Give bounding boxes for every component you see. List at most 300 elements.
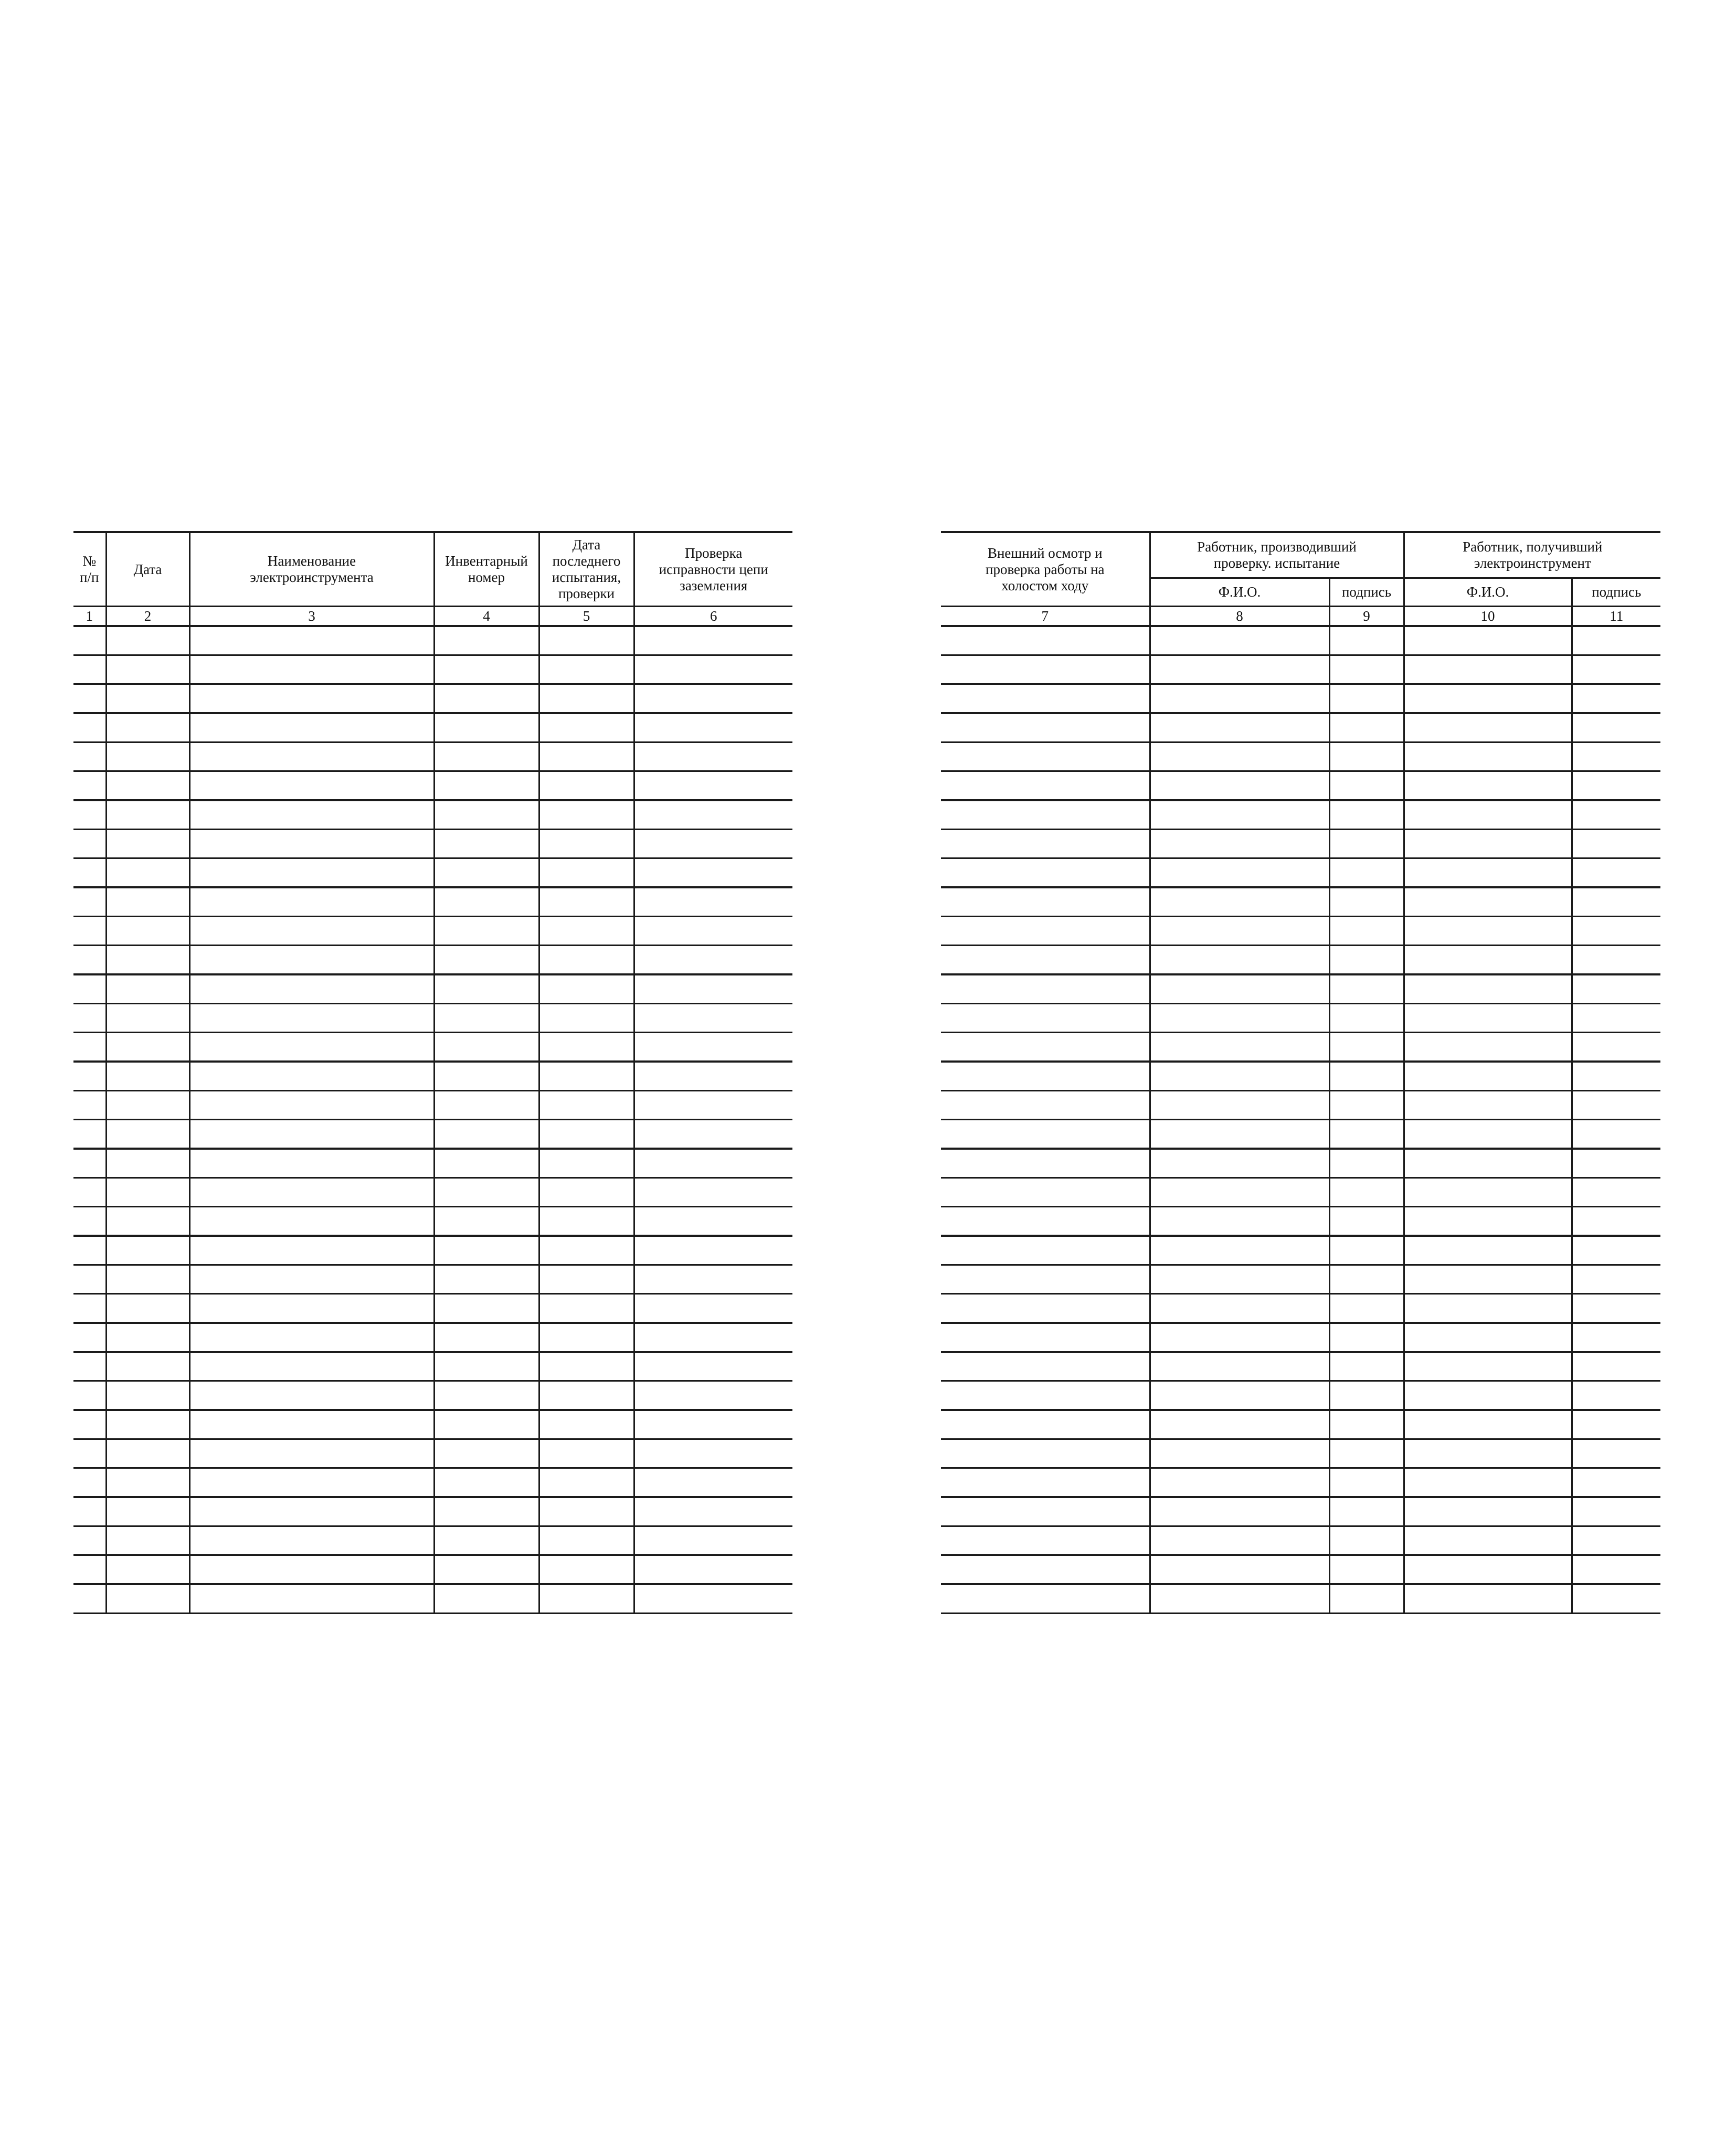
table-cell (634, 1323, 792, 1352)
table-cell (634, 1439, 792, 1468)
table-cell (73, 1410, 106, 1439)
table-cell (1404, 742, 1572, 771)
table-cell (434, 1526, 539, 1555)
table-row (941, 1555, 1660, 1585)
table-cell (1150, 684, 1329, 714)
table-cell (434, 1149, 539, 1178)
table-cell (539, 1468, 634, 1498)
table-row (73, 974, 792, 1004)
table-cell (434, 742, 539, 771)
table-cell (434, 1294, 539, 1323)
table-cell (941, 713, 1150, 742)
table-cell (434, 1352, 539, 1381)
table-cell (73, 1526, 106, 1555)
table-cell (73, 742, 106, 771)
table-cell (106, 1468, 189, 1498)
table-cell (73, 1033, 106, 1062)
table-cell (434, 1265, 539, 1294)
table-cell (1329, 1526, 1404, 1555)
column-number: 3 (189, 607, 434, 627)
table-cell (73, 830, 106, 858)
table-cell (434, 946, 539, 975)
table-cell (1572, 684, 1660, 714)
table-cell (941, 771, 1150, 801)
table-row (941, 1352, 1660, 1381)
column-number: 5 (539, 607, 634, 627)
table-cell (434, 1323, 539, 1352)
table-cell (1329, 655, 1404, 684)
table-cell (1404, 626, 1572, 655)
table-cell (1150, 1439, 1329, 1468)
left-log-table (73, 531, 792, 1614)
table-cell (73, 1439, 106, 1468)
table-cell (106, 1149, 189, 1178)
table-row (73, 1149, 792, 1178)
table-cell (106, 1062, 189, 1091)
table-cell (539, 684, 634, 714)
table-cell (1404, 917, 1572, 946)
table-cell (1572, 887, 1660, 917)
table-cell (189, 1265, 434, 1294)
column-number: 1 (73, 607, 106, 627)
table-cell (1329, 1439, 1404, 1468)
table-cell (634, 1468, 792, 1498)
table-cell (106, 655, 189, 684)
header-date: Дата (106, 532, 189, 607)
table-cell (73, 1584, 106, 1614)
table-row (73, 1410, 792, 1439)
table-cell (106, 1120, 189, 1149)
column-number: 6 (634, 607, 792, 627)
table-row (941, 1207, 1660, 1236)
table-cell (634, 1381, 792, 1410)
table-cell (539, 1265, 634, 1294)
table-cell (189, 858, 434, 888)
table-row (941, 1584, 1660, 1614)
table-cell (189, 1236, 434, 1265)
table-cell (1329, 1381, 1404, 1410)
table-cell (539, 1323, 634, 1352)
table-row (941, 1294, 1660, 1323)
table-cell (434, 1584, 539, 1614)
table-cell (73, 1120, 106, 1149)
table-cell (1329, 1497, 1404, 1526)
table-cell (539, 1033, 634, 1062)
table-row (73, 1497, 792, 1526)
table-cell (106, 858, 189, 888)
table-cell (1572, 1323, 1660, 1352)
table-cell (941, 655, 1150, 684)
table-row (941, 1091, 1660, 1120)
table-cell (73, 713, 106, 742)
table-cell (1572, 1033, 1660, 1062)
table-cell (106, 917, 189, 946)
table-row (73, 684, 792, 714)
column-number: 11 (1572, 607, 1660, 627)
table-cell (539, 626, 634, 655)
table-cell (1150, 830, 1329, 858)
table-cell (634, 974, 792, 1004)
table-cell (1404, 800, 1572, 830)
table-cell (1150, 1555, 1329, 1585)
table-cell (1572, 800, 1660, 830)
table-cell (941, 1149, 1150, 1178)
table-cell (73, 1149, 106, 1178)
table-cell (1404, 771, 1572, 801)
table-cell (1329, 974, 1404, 1004)
table-row (73, 946, 792, 975)
table-cell (1572, 655, 1660, 684)
table-cell (189, 1439, 434, 1468)
table-cell (539, 1207, 634, 1236)
table-row (73, 1526, 792, 1555)
table-cell (1404, 1149, 1572, 1178)
left-entry-rows (73, 626, 792, 1614)
table-cell (1404, 946, 1572, 975)
table-cell (634, 742, 792, 771)
column-number: 8 (1150, 607, 1329, 627)
table-cell (1150, 1207, 1329, 1236)
table-cell (941, 1526, 1150, 1555)
table-cell (634, 1004, 792, 1033)
table-cell (1572, 1410, 1660, 1439)
table-cell (941, 974, 1150, 1004)
table-row (73, 771, 792, 801)
table-cell (1404, 1004, 1572, 1033)
table-cell (1150, 1004, 1329, 1033)
table-cell (73, 1236, 106, 1265)
table-cell (1572, 946, 1660, 975)
table-cell (106, 1526, 189, 1555)
table-cell (539, 742, 634, 771)
table-cell (73, 1294, 106, 1323)
table-cell (434, 1410, 539, 1439)
table-cell (1572, 1381, 1660, 1410)
table-cell (106, 684, 189, 714)
table-cell (189, 974, 434, 1004)
table-cell (634, 1265, 792, 1294)
table-cell (539, 858, 634, 888)
table-cell (1572, 1526, 1660, 1555)
table-row (941, 1468, 1660, 1498)
table-cell (1150, 858, 1329, 888)
table-cell (1150, 1294, 1329, 1323)
table-cell (539, 1381, 634, 1410)
table-cell (1404, 1120, 1572, 1149)
table-cell (73, 1381, 106, 1410)
table-cell (434, 800, 539, 830)
table-cell (106, 1352, 189, 1381)
table-row (73, 713, 792, 742)
table-cell (1329, 713, 1404, 742)
table-cell (434, 1207, 539, 1236)
table-cell (634, 655, 792, 684)
table-cell (189, 713, 434, 742)
table-cell (941, 1091, 1150, 1120)
table-cell (1404, 1468, 1572, 1498)
table-cell (539, 771, 634, 801)
table-cell (1150, 1410, 1329, 1439)
table-cell (539, 917, 634, 946)
table-cell (1572, 1178, 1660, 1207)
table-cell (1404, 1526, 1572, 1555)
table-cell (1150, 974, 1329, 1004)
table-cell (189, 1584, 434, 1614)
table-cell (189, 626, 434, 655)
table-cell (539, 713, 634, 742)
table-cell (1572, 1091, 1660, 1120)
table-cell (1404, 1584, 1572, 1614)
table-cell (941, 1555, 1150, 1585)
table-cell (434, 771, 539, 801)
table-cell (1329, 858, 1404, 888)
table-cell (1150, 1497, 1329, 1526)
table-cell (1329, 1352, 1404, 1381)
table-cell (1404, 1207, 1572, 1236)
table-row (73, 1381, 792, 1410)
table-cell (1572, 1439, 1660, 1468)
table-cell (73, 1062, 106, 1091)
table-cell (1404, 1178, 1572, 1207)
table-cell (634, 626, 792, 655)
table-row (73, 1555, 792, 1585)
table-cell (1150, 742, 1329, 771)
header-last-test-date: Дата последнего испытания, проверки (539, 532, 634, 607)
table-cell (1150, 946, 1329, 975)
table-cell (941, 1381, 1150, 1410)
table-cell (189, 1294, 434, 1323)
table-cell (189, 1149, 434, 1178)
table-cell (1329, 946, 1404, 975)
table-cell (539, 887, 634, 917)
table-cell (189, 917, 434, 946)
table-cell (1329, 1265, 1404, 1294)
table-cell (941, 1207, 1150, 1236)
table-row (941, 742, 1660, 771)
table-cell (189, 1555, 434, 1585)
table-row (73, 1352, 792, 1381)
table-cell (1404, 1236, 1572, 1265)
table-cell (189, 655, 434, 684)
header-ground-circuit-check: Проверка исправности цепи заземления (634, 532, 792, 607)
table-cell (634, 1584, 792, 1614)
table-cell (106, 1178, 189, 1207)
table-cell (634, 771, 792, 801)
table-cell (1572, 1555, 1660, 1585)
table-cell (941, 1062, 1150, 1091)
table-cell (73, 1265, 106, 1294)
table-row (73, 1294, 792, 1323)
table-cell (1572, 742, 1660, 771)
table-cell (434, 655, 539, 684)
table-row (941, 655, 1660, 684)
table-cell (434, 1033, 539, 1062)
table-cell (1329, 1004, 1404, 1033)
table-cell (634, 946, 792, 975)
table-cell (189, 887, 434, 917)
table-row (941, 1526, 1660, 1555)
column-number: 7 (941, 607, 1150, 627)
table-row (941, 1410, 1660, 1439)
table-cell (73, 1468, 106, 1498)
table-cell (634, 1352, 792, 1381)
column-number: 9 (1329, 607, 1404, 627)
table-cell (1572, 1120, 1660, 1149)
table-cell (73, 946, 106, 975)
table-row (73, 830, 792, 858)
table-cell (634, 917, 792, 946)
table-cell (1404, 1062, 1572, 1091)
table-row (941, 887, 1660, 917)
table-cell (1572, 771, 1660, 801)
table-cell (941, 1439, 1150, 1468)
table-cell (434, 858, 539, 888)
table-cell (434, 887, 539, 917)
table-cell (1572, 1207, 1660, 1236)
table-cell (73, 887, 106, 917)
table-row (73, 1439, 792, 1468)
table-cell (634, 1149, 792, 1178)
table-cell (189, 1207, 434, 1236)
table-cell (941, 1033, 1150, 1062)
table-row (73, 1584, 792, 1614)
table-cell (1572, 974, 1660, 1004)
table-cell (539, 800, 634, 830)
table-cell (1150, 1323, 1329, 1352)
table-cell (1404, 1497, 1572, 1526)
table-cell (1329, 1062, 1404, 1091)
table-cell (539, 946, 634, 975)
table-cell (189, 1091, 434, 1120)
header-tester-signature: подпись (1329, 578, 1404, 607)
table-cell (434, 1091, 539, 1120)
header-tester-group: Работник, производивший проверку. испытание (1150, 532, 1404, 578)
header-receiver-signature: подпись (1572, 578, 1660, 607)
table-cell (941, 1294, 1150, 1323)
table-cell (1329, 1091, 1404, 1120)
table-row (941, 1497, 1660, 1526)
table-cell (106, 946, 189, 975)
table-cell (1572, 626, 1660, 655)
table-cell (941, 1236, 1150, 1265)
table-cell (1404, 713, 1572, 742)
table-row (73, 1468, 792, 1498)
table-cell (1329, 1178, 1404, 1207)
table-cell (73, 771, 106, 801)
table-row (941, 1323, 1660, 1352)
table-cell (189, 946, 434, 975)
table-cell (1150, 713, 1329, 742)
column-number: 10 (1404, 607, 1572, 627)
table-cell (1404, 1381, 1572, 1410)
table-cell (106, 1236, 189, 1265)
table-cell (1404, 830, 1572, 858)
table-cell (539, 1062, 634, 1091)
table-row (941, 974, 1660, 1004)
table-row (941, 830, 1660, 858)
table-cell (1150, 1091, 1329, 1120)
table-cell (1404, 887, 1572, 917)
table-cell (189, 742, 434, 771)
header-number: № п/п (73, 532, 106, 607)
table-cell (1572, 1497, 1660, 1526)
table-cell (1150, 1352, 1329, 1381)
table-cell (189, 1062, 434, 1091)
table-cell (941, 800, 1150, 830)
header-tool-name: Наименование электроинструмента (189, 532, 434, 607)
table-cell (1404, 1410, 1572, 1439)
table-cell (1150, 1120, 1329, 1149)
table-row (941, 1149, 1660, 1178)
table-row (941, 1381, 1660, 1410)
table-cell (941, 917, 1150, 946)
table-cell (1329, 1236, 1404, 1265)
table-cell (73, 626, 106, 655)
table-cell (73, 800, 106, 830)
table-cell (1150, 1584, 1329, 1614)
table-row (73, 1062, 792, 1091)
table-cell (634, 1033, 792, 1062)
table-cell (539, 1584, 634, 1614)
table-cell (1150, 1178, 1329, 1207)
table-cell (1404, 1439, 1572, 1468)
table-cell (634, 1410, 792, 1439)
table-cell (106, 626, 189, 655)
table-row (941, 1062, 1660, 1091)
table-cell (1404, 1091, 1572, 1120)
table-cell (189, 800, 434, 830)
table-cell (106, 1323, 189, 1352)
table-cell (434, 974, 539, 1004)
table-row (73, 858, 792, 888)
table-cell (634, 1207, 792, 1236)
table-row (73, 626, 792, 655)
table-cell (73, 1323, 106, 1352)
table-cell (106, 713, 189, 742)
table-cell (1572, 1468, 1660, 1498)
table-cell (634, 1178, 792, 1207)
table-cell (539, 1352, 634, 1381)
table-cell (189, 684, 434, 714)
table-cell (1404, 858, 1572, 888)
table-cell (106, 1584, 189, 1614)
table-cell (106, 1410, 189, 1439)
table-row (941, 1265, 1660, 1294)
table-cell (189, 1033, 434, 1062)
header-inventory-number: Инвентарный номер (434, 532, 539, 607)
table-cell (1329, 771, 1404, 801)
table-row (73, 917, 792, 946)
table-cell (941, 1120, 1150, 1149)
table-cell (1572, 917, 1660, 946)
table-cell (1150, 626, 1329, 655)
table-cell (539, 830, 634, 858)
table-cell (941, 858, 1150, 888)
table-cell (73, 917, 106, 946)
table-cell (539, 1004, 634, 1033)
table-cell (434, 1004, 539, 1033)
column-number: 4 (434, 607, 539, 627)
table-row (941, 800, 1660, 830)
table-cell (189, 1323, 434, 1352)
table-cell (1572, 1352, 1660, 1381)
table-row (941, 684, 1660, 714)
table-cell (73, 858, 106, 888)
table-cell (106, 800, 189, 830)
table-cell (1404, 1555, 1572, 1585)
table-cell (941, 1352, 1150, 1381)
table-cell (1572, 1265, 1660, 1294)
